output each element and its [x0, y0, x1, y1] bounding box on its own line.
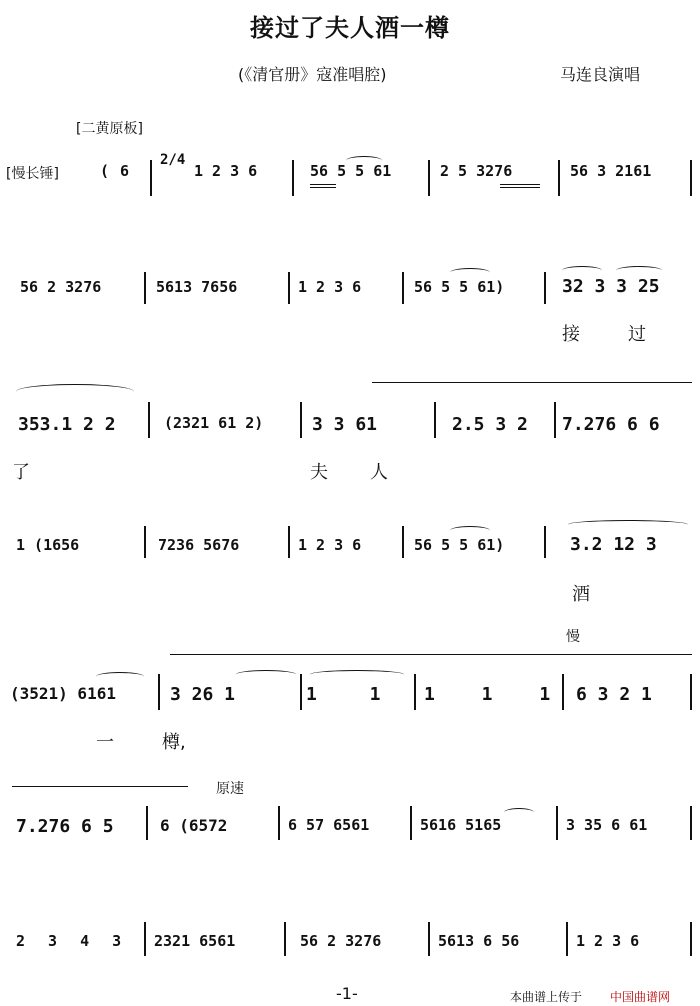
slur — [616, 266, 662, 275]
slur — [16, 384, 134, 399]
barline — [300, 674, 302, 710]
barline — [558, 160, 560, 196]
note-group: ( — [100, 162, 110, 180]
lyric: 接 — [562, 324, 580, 345]
note-group: 7236 5676 — [158, 536, 240, 554]
barline — [144, 272, 146, 304]
score-row-2 — [10, 278, 692, 358]
slur — [96, 672, 144, 681]
note-group: 5613 7656 — [156, 278, 238, 296]
note-group: 1 2 3 6 — [298, 278, 362, 296]
time-signature: 2/4 — [160, 152, 186, 168]
note-group: (3521) 6161 — [10, 684, 116, 703]
note-group: 1 (1656 — [16, 536, 80, 554]
lyric: 了 — [12, 462, 30, 483]
barline — [284, 922, 286, 956]
note-group: 7.276 6 5 — [16, 816, 114, 837]
barline — [144, 526, 146, 558]
subtitle: (《清官册》寇准唱腔) — [238, 65, 387, 84]
note-group: 2 5 3276 — [440, 162, 513, 180]
tempo-slow: 慢 — [566, 629, 580, 645]
note-group: 3 3 61 — [312, 414, 378, 435]
brand-name: 中国曲谱网 — [610, 990, 671, 1004]
barline — [690, 922, 692, 956]
barline — [144, 922, 146, 956]
underline — [310, 187, 336, 188]
lyric: 酒 — [572, 584, 590, 605]
barline — [690, 806, 692, 840]
page-number: -1- — [336, 984, 358, 1003]
note-group: 1 1 — [306, 684, 381, 705]
barline — [146, 806, 148, 840]
note-group: 5616 5165 — [420, 816, 502, 834]
note-group: 5613 6 56 — [438, 932, 520, 950]
slur — [236, 670, 296, 679]
underline — [500, 184, 540, 185]
note-group: 7.276 6 6 — [562, 414, 660, 435]
note-group: 2.5 3 2 — [452, 414, 528, 435]
note-group: 56 5 5 61 — [310, 162, 392, 180]
note-group: 353.1 2 2 — [18, 414, 116, 435]
footer-note: 本曲谱上传于 — [510, 990, 583, 1004]
lyric: 夫 — [310, 462, 328, 483]
underline — [500, 187, 540, 188]
slur — [310, 670, 404, 679]
note-group: 6 — [120, 162, 130, 180]
note-group: 3 35 6 61 — [566, 816, 648, 834]
barline — [544, 526, 546, 558]
tempo-original: 原速 — [216, 781, 244, 797]
barline — [428, 160, 430, 196]
note-group: 2321 6561 — [154, 932, 236, 950]
note-group: 6 57 6561 — [288, 816, 370, 834]
barline — [554, 402, 556, 438]
note-group: 1 2 3 6 — [298, 536, 362, 554]
score-row-4 — [10, 530, 692, 610]
intro-label: [慢长锤] — [6, 166, 59, 182]
barline — [292, 160, 294, 196]
barline — [402, 526, 404, 558]
note-group: 56 5 5 61) — [414, 536, 505, 554]
barline — [690, 674, 692, 710]
score-row-3 — [10, 408, 692, 488]
phrase-line — [170, 654, 692, 655]
score-row-1 — [10, 152, 692, 210]
barline — [288, 526, 290, 558]
note-group: 56 2 3276 — [300, 932, 382, 950]
score-row-6 — [10, 812, 692, 872]
barline — [428, 922, 430, 956]
note-group: 2 3 4 3 — [16, 932, 122, 950]
note-group: (2321 61 2) — [164, 414, 264, 432]
slur — [450, 268, 490, 277]
score-row-7 — [10, 928, 692, 968]
barline — [300, 402, 302, 438]
barline — [434, 402, 436, 438]
singer: 马连良演唱 — [560, 65, 641, 84]
phrase-line — [12, 786, 188, 787]
lyric: 人 — [370, 462, 388, 483]
barline — [690, 160, 692, 196]
note-group: 6 (6572 — [160, 816, 228, 835]
slur — [504, 808, 534, 817]
note-group: 32 3 3 25 — [562, 276, 660, 297]
slur — [346, 156, 382, 165]
note-group: 1 1 1 — [424, 684, 551, 705]
note-group: 1 2 3 6 — [576, 932, 640, 950]
barline — [410, 806, 412, 840]
score-row-5 — [10, 680, 692, 760]
mode-label: [二黄原板] — [76, 121, 143, 137]
note-group: 56 2 3276 — [20, 278, 102, 296]
note-group: 1 2 3 6 — [194, 162, 258, 180]
barline — [150, 160, 152, 196]
note-group: 3.2 12 3 — [570, 534, 657, 555]
slur — [562, 266, 602, 275]
slur — [568, 520, 688, 529]
lyric: 樽, — [162, 732, 186, 753]
barline — [158, 674, 160, 710]
note-group: 6 3 2 1 — [576, 684, 652, 705]
barline — [278, 806, 280, 840]
barline — [544, 272, 546, 304]
note-group: 56 3 2161 — [570, 162, 652, 180]
barline — [402, 272, 404, 304]
lyric: 一 — [96, 732, 114, 753]
note-group: 56 5 5 61) — [414, 278, 505, 296]
barline — [562, 674, 564, 710]
note-group: 3 26 1 — [170, 684, 236, 705]
song-title: 接过了夫人酒一樽 — [250, 14, 450, 42]
slur — [450, 526, 490, 535]
phrase-line — [372, 382, 692, 383]
barline — [556, 806, 558, 840]
barline — [566, 922, 568, 956]
barline — [288, 272, 290, 304]
lyric: 过 — [628, 324, 646, 345]
barline — [148, 402, 150, 438]
barline — [414, 674, 416, 710]
underline — [310, 184, 336, 185]
